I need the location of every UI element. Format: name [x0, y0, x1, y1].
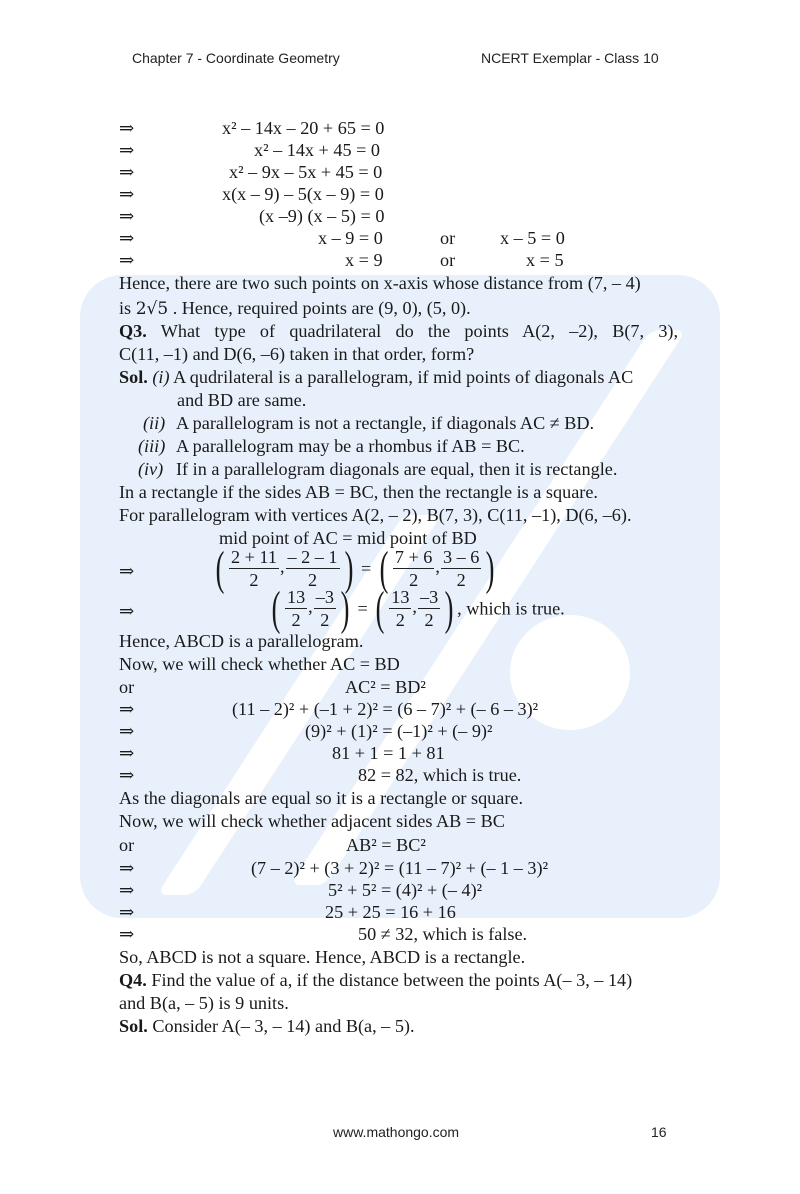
root-expression: 2√5: [135, 299, 169, 319]
point-text: If in a parallelogram diagonals are equal, then it is rectangle.: [176, 459, 618, 479]
point-number: (iv): [138, 459, 164, 479]
step-expression: 25 + 25 = 16 + 16: [325, 902, 456, 922]
diag-conclusion: As the diagonals are equal so it is a rectangle or square.: [119, 788, 524, 808]
q4-solution: [119, 1015, 415, 1037]
denominator: 2: [291, 610, 301, 630]
equation-step: x² – 14x – 20 + 65 = 0: [222, 118, 385, 138]
q3-point-iii: [138, 435, 525, 457]
step-expression: AC² = BD²: [345, 677, 426, 697]
paren-close: ): [344, 541, 353, 595]
step-expression: (9)² + (1)² = (–1)² + (– 9)²: [305, 721, 493, 741]
equals-sign: =: [357, 598, 368, 619]
numerator: 13: [391, 587, 410, 607]
fraction: [285, 586, 307, 631]
equation-step: x² – 14x + 45 = 0: [254, 140, 380, 160]
q3-question-line2: C(11, –1) and D(6, –6) taken in that order, form?: [119, 344, 475, 364]
step-expression: (11 – 2)² + (–1 + 2)² = (6 – 7)² + (– 6 – 3)²: [232, 699, 539, 719]
paren-close: ): [485, 541, 495, 595]
paren-close: ): [444, 581, 454, 635]
numerator: – 2 – 1: [287, 547, 338, 567]
or-word: or: [440, 250, 456, 270]
equals-sign: =: [361, 558, 372, 579]
denominator: 2: [395, 610, 405, 630]
step-expression: (7 – 2)² + (3 + 2)² = (11 – 7)² + (– 1 – 3)²: [251, 858, 549, 878]
equation-suffix: , which is true.: [457, 598, 565, 619]
step-prefix: ⇒: [119, 902, 135, 922]
step-expression: 82 = 82, which is true.: [358, 765, 522, 785]
paren-open: (: [379, 541, 389, 595]
vertices-line: For parallelogram with vertices A(2, – 2), B(7, 3), C(11, –1), D(6, –6).: [119, 505, 632, 525]
point-number: (iii): [138, 436, 166, 456]
implies-symbol: ⇒: [119, 206, 135, 226]
step-prefix: ⇒: [119, 765, 135, 785]
step-expression: 50 ≠ 32, which is false.: [358, 924, 528, 944]
chapter-title: Chapter 7 - Coordinate Geometry: [132, 50, 340, 66]
numerator: 13: [286, 587, 306, 607]
implies-symbol: ⇒: [119, 561, 135, 581]
implies-symbol: ⇒: [119, 118, 135, 138]
midpoint-expression: ( $\frac{2 + 11}{2}$ , $\frac{- 2 - 1}{2}$ ) = ( $\frac{7 + 6}{2}$ , $\frac{3 - 6}{2}$ ): [215, 541, 495, 595]
step-prefix: ⇒: [119, 743, 135, 763]
or-word: or: [440, 228, 456, 248]
step-prefix: ⇒: [119, 721, 135, 741]
midpoint-statement: mid point of AC = mid point of BD: [219, 528, 477, 548]
equation-step: x(x – 9) – 5(x – 9) = 0: [222, 184, 384, 204]
solution-text: Consider A(– 3, – 14) and B(a, – 5).: [152, 1016, 415, 1036]
q4-question-line2: and B(a, – 5) is 9 units.: [119, 993, 289, 1013]
implies-symbol: ⇒: [119, 228, 135, 248]
point-number: (i): [152, 367, 170, 387]
numerator: 2 + 11: [230, 547, 277, 567]
implies-symbol: ⇒: [119, 162, 135, 182]
fraction: [314, 586, 336, 631]
denominator: 2: [307, 570, 318, 590]
implies-symbol: ⇒: [119, 184, 135, 204]
step-expression: 5² + 5² = (4)² + (– 4)²: [328, 880, 483, 900]
website-link[interactable]: www.mathongo.com: [333, 1124, 460, 1140]
q3-question-line1: [119, 320, 678, 342]
denominator: 2: [249, 570, 259, 590]
final-conclusion: So, ABCD is not a square. Hence, ABCD is a rectangle.: [119, 947, 526, 967]
paren-open: (: [375, 581, 385, 635]
fraction: [393, 546, 435, 591]
text: . Hence, required points are (9, 0), (5, 0).: [168, 298, 471, 318]
rect-square-note: In a rectangle if the sides AB = BC, then the rectangle is a square.: [119, 482, 598, 502]
fraction: [286, 546, 340, 591]
q2-conclusion-line2: [119, 297, 471, 320]
paren-open: (: [271, 581, 281, 635]
equation-step: (x –9) (x – 5) = 0: [259, 206, 385, 226]
step-expression: 81 + 1 = 1 + 81: [332, 743, 445, 763]
equation-step: x – 9 = 0: [318, 228, 383, 248]
denominator: 2: [320, 610, 330, 630]
denominator: 2: [456, 570, 466, 590]
step-prefix: ⇒: [119, 924, 135, 944]
step-prefix: or: [119, 677, 135, 697]
implies-symbol: ⇒: [119, 601, 135, 621]
equation-step-alt: x – 5 = 0: [500, 228, 565, 248]
point-text: A qudrilateral is a parallelogram, if mid points of diagonals AC: [173, 367, 634, 387]
q3-point-i: [119, 366, 633, 388]
denominator: 2: [424, 610, 434, 630]
solution-label: Sol.: [119, 1016, 148, 1036]
fraction: [418, 586, 440, 631]
q3-point-iv: [138, 458, 617, 480]
solution-label: Sol.: [119, 367, 148, 387]
step-expression: AB² = BC²: [346, 835, 426, 855]
step-prefix: or: [119, 835, 135, 855]
step-prefix: ⇒: [119, 858, 135, 878]
denominator: 2: [409, 570, 419, 590]
check-sides: Now, we will check whether adjacent sides AB = BC: [119, 811, 505, 831]
point-text: A parallelogram may be a rhombus if AB = BC.: [176, 436, 525, 456]
step-prefix: ⇒: [119, 699, 135, 719]
implies-symbol: ⇒: [119, 250, 135, 270]
page-number: 16: [651, 1124, 667, 1140]
q4-question-line1: [119, 969, 632, 991]
parallelogram-conclusion: Hence, ABCD is a parallelogram.: [119, 631, 364, 651]
q3-point-i-cont: and BD are same.: [177, 390, 307, 410]
text: is: [119, 298, 136, 318]
midpoint-expression: ( $\frac{13}{2}$ , $\frac{-3}{2}$ ) = ( $\frac{13}{2}$ , $\frac{-3}{2}$ ) , which is true.: [271, 581, 565, 635]
point-text: A parallelogram is not a rectangle, if diagonals AC ≠ BD.: [176, 413, 595, 433]
check-diagonals: Now, we will check whether AC = BD: [119, 654, 400, 674]
implies-symbol: ⇒: [119, 140, 135, 160]
step-prefix: ⇒: [119, 880, 135, 900]
question-label: Q3.: [119, 321, 147, 341]
equation-step: x² – 9x – 5x + 45 = 0: [229, 162, 383, 182]
equation-step-alt: x = 5: [526, 250, 564, 270]
q3-point-ii: [143, 412, 594, 434]
question-label: Q4.: [119, 970, 147, 990]
point-number: (ii): [143, 413, 166, 433]
q2-conclusion-line1: Hence, there are two such points on x-axis whose distance from (7, – 4): [119, 273, 641, 293]
question-text: Find the value of a, if the distance between the points A(– 3, – 14): [151, 970, 633, 990]
question-text: What type of quadrilateral do the points A(2, –2), B(7, 3),: [160, 321, 679, 341]
paren-open: (: [215, 541, 225, 595]
book-title: NCERT Exemplar - Class 10: [481, 50, 659, 66]
equation-step: x = 9: [345, 250, 383, 270]
numerator: –3: [419, 587, 439, 607]
fraction: [389, 586, 411, 631]
numerator: –3: [315, 587, 334, 607]
numerator: 7 + 6: [394, 547, 433, 567]
numerator: 3 – 6: [442, 547, 480, 567]
paren-close: ): [340, 581, 350, 635]
